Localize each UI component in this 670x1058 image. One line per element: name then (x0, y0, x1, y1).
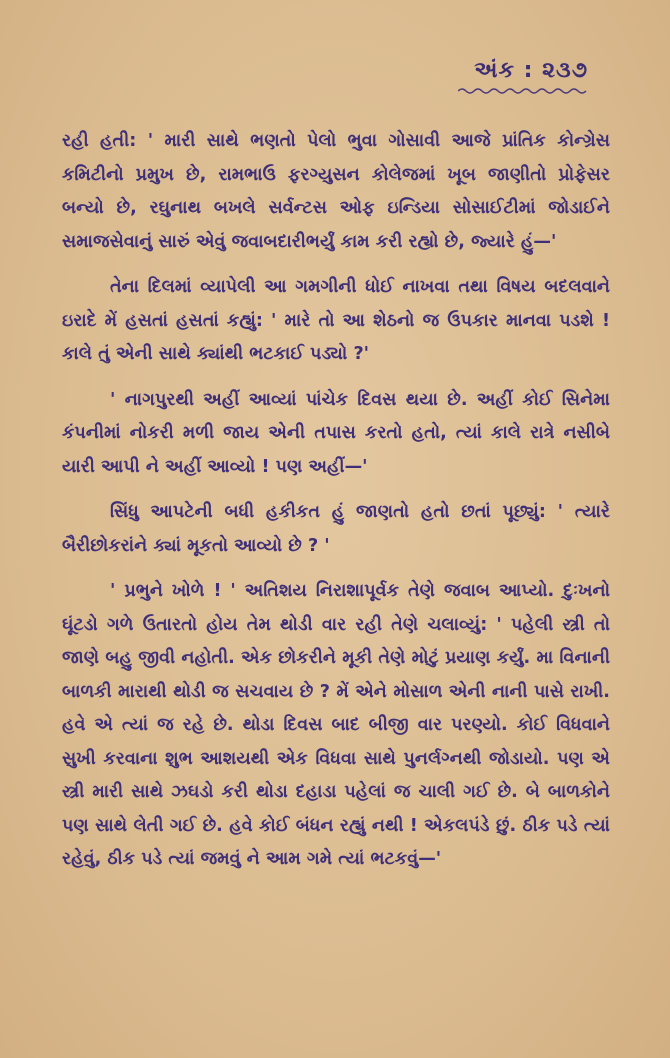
paragraph-4: સિંધુ આપટેની બધી હકીકત હું જાણતો હતો છતાં પૂછ્યું: ' ત્યારે બૈરીછોકરાંને ક્યાં મૂકતો આવ્યો છે ? ' (62, 502, 610, 556)
body-text (62, 125, 610, 877)
decorative-wavy-rule (458, 87, 588, 95)
paragraph-3: ' નાગપુરથી અહીં આવ્યાં પાંચેક દિવસ થયા છે. અહીં કોઈ સિનેમા કંપનીમાં નોકરી મળી જાય એની તપાસ કરતો હતો, ત્યાં કાલે રાત્રે નસીબે યારી આપી ને અહીં આવ્યો ! પણ અહીં—' (62, 389, 610, 477)
paragraph-5: ' પ્રભુને ખોળે ! ' અતિશય નિરાશાપૂર્વક તેણે જવાબ આપ્યો. દુઃખનો ઘૂંટડો ગળે ઉતારતો હોય તેમ થોડી વાર રહી તેણે ચલાવ્યું: ' પહેલી સ્ત્રી તો જાણે બહુ જીવી નહોતી. એક છોકરીને મૂકી તેણે મોટું પ્રયાણ કર્યું. મા વિનાની બાળકી મારાથી થોડી જ સચવાય છે ? મેં એને મોસાળ એની નાની પાસે રાખી. હવે એ ત્યાં જ રહે છે. થોડા દિવસ બાદ બીજી વાર પરણ્યો. કોઈ વિધવાને સુખી કરવાના શુભ આશયથી એક વિધવા સાથે પુનર્લગ્નથી જોડાયો. પણ એ સ્ત્રી મારી સાથે ઝઘડો કરી થોડા દહાડા પહેલાં જ ચાલી ગઈ છે. બે બાળકોને પણ સાથે લેતી ગઈ છે. હવે કોઈ બંધન રહ્યું નથી ! એકલપંડે છું. ઠીક પડે ત્યાં રહેવું, ઠીક પડે ત્યાં જમવું ને આમ ગમે ત્યાં ભટકવું—' (62, 581, 610, 869)
page-number: અંક : ૨૩૭ (474, 58, 588, 83)
page-header (62, 58, 610, 95)
paragraph-2: તેના દિલમાં વ્યાપેલી આ ગમગીની ધોઈ નાખવા તથા વિષય બદલવાને ઇરાદે મેં હસતાં હસતાં કહ્યું: ' મારે તો આ શેઠનો જ ઉપકાર માનવા પડશે ! કાલે તું એની સાથે ક્યાંથી ભટકાઈ પડ્યો ?' (62, 277, 610, 364)
paragraph-1: રહી હતી: ' મારી સાથે ભણતો પેલો ભુવા ગોસાવી આજે પ્રાંતિક કોન્ગ્રેસ કમિટીનો પ્રમુખ છે, રામભાઉ ફરગ્યુસન કોલેજમાં ખૂબ જાણીતો પ્રોફેસર બન્યો છે, રઘુનાથ બખલે સર્વન્ટસ ઓફ ઇન્ડિયા સોસાઈટીમાં જોડાઈને સમાજસેવાનું સારું એવું જવાબદારીભર્યું કામ કરી રહ્યો છે, જ્યારે હું—' (62, 131, 610, 252)
